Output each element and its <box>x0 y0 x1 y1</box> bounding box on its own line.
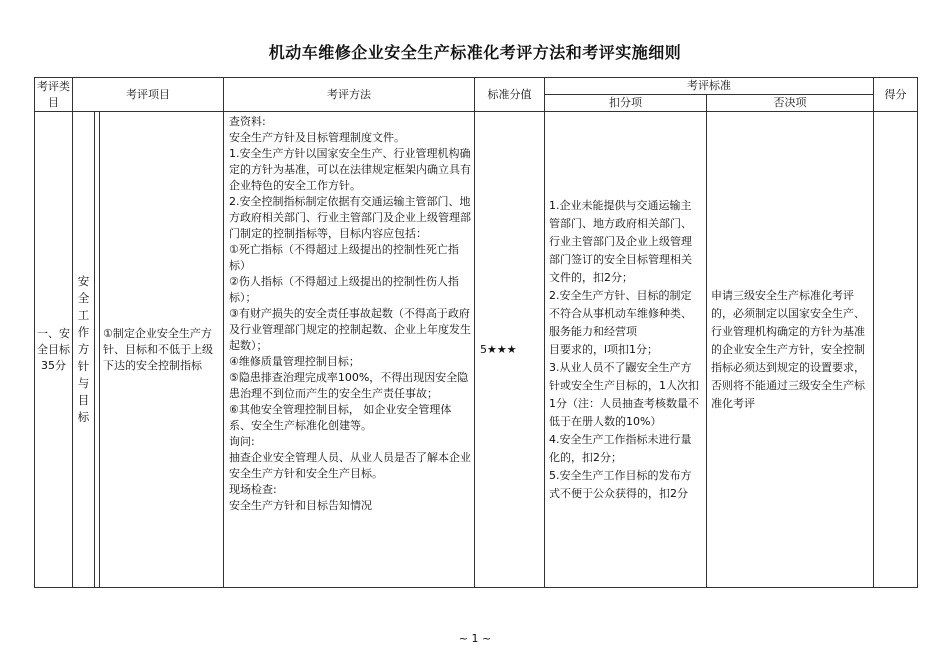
method-line: 抽查企业安全管理人员、从业人员是否了解本企业安全生产方针和安全生产目标。 <box>229 451 471 480</box>
deduct-line: 目要求的，l项扣1分； <box>549 342 659 356</box>
header-standard: 考评标准 <box>545 78 874 95</box>
method-line: ⑤隐患排查治理完成率100%，不得出现因安全隐患治理不到位而产生的安全生产责任事故； <box>229 371 469 400</box>
score-cell: 5★★★ <box>475 112 545 588</box>
method-line: ④维修质量管理控制目标； <box>229 355 360 368</box>
deduct-line: 5.安全生产工作目标的发布方式不便于公众获得的，扣2分 <box>549 468 692 500</box>
header-deduct: 扣分项 <box>545 95 707 112</box>
header-score: 标准分值 <box>475 78 545 112</box>
method-line: 询问: <box>229 435 255 448</box>
deduct-line: 3.从业人员不了鼹安全生产方针或安全生产目标的，1人次扣1分（注：人员抽查考核数量不低于在册人数的10%） <box>549 360 699 428</box>
deduct-line: 1.企业未能提供与交通运输主管部门、地方政府相关部门、行业主管部门及企业上级管理部门签订的安全目标管理相关文件的，扣2分； <box>549 198 692 284</box>
evaluation-table <box>34 77 918 588</box>
method-line: ⑥其他安全管理控制目标， 如企业安全管理体系、安全生产标准化创建等。 <box>229 403 452 432</box>
result-cell <box>874 112 918 588</box>
deduct-line: 4.安全生产工作指标未进行量化的，扣2分； <box>549 432 692 464</box>
deduct-cell <box>545 112 707 588</box>
item-cell: ①制定企业安全生产方针、目标和不低于上级下达的安全控制指标 <box>100 112 224 588</box>
method-line: ①死亡指标（不得超过上级提出的控制性死亡指标） <box>229 243 459 272</box>
deduct-line: 2.安全生产方针、目标的制定不符合从事机动车维修种类、服务能力和经营项 <box>549 288 692 338</box>
method-line: 2.安全控制指标制定依据有交通运输主管部门、地方政府相关部门、行业主管部门及企业上级管理部门制定的控制指标等，目标内容应包括： <box>229 195 471 240</box>
header-item: 考评项目 <box>73 78 224 112</box>
method-cell <box>224 112 475 588</box>
subcategory-cell <box>73 112 95 588</box>
method-line: ②伤人指标（不得超过上级提出的控制性伤人指标）； <box>229 275 459 304</box>
header-category: 考评类目 <box>35 78 73 112</box>
method-line: 查资料: <box>229 115 266 128</box>
category-cell: 一、安全目标35分 <box>35 112 73 588</box>
method-line: 安全生产方针及目标管理制度文件。 <box>229 131 405 144</box>
method-line: ③有财产损失的安全责任事故起数（不得高于政府及行业管理部门规定的控制起数、企业上年度发生起数）； <box>229 307 471 352</box>
header-result: 得分 <box>874 78 918 112</box>
method-line: 1.安全生产方针以国家安全生产、行业管理机构确定的方针为基准，可以在法律规定框架内确立具有企业特色的安全工作方针。 <box>229 147 471 192</box>
veto-cell: 申请三级安全生产标准化考评的，必须制定以国家安全生产、行业管理机构确定的方针为基准的企业安全生产方针，安全控制指标必须达到规定的设置要求，否则将不能通过三级安全生产标准化考评 <box>707 112 874 588</box>
subcategory-text: 安全工作方针与目标 <box>77 274 90 424</box>
header-method: 考评方法 <box>224 78 475 112</box>
page-number: ~ 1 ~ <box>458 632 492 645</box>
method-line: 现场检查: <box>229 483 277 496</box>
method-line: 安全生产方针和目标告知情况 <box>229 499 372 512</box>
header-veto: 否决项 <box>707 95 874 112</box>
page-title: 机动车维修企业安全生产标准化考评方法和考评实施细则 <box>268 43 682 62</box>
